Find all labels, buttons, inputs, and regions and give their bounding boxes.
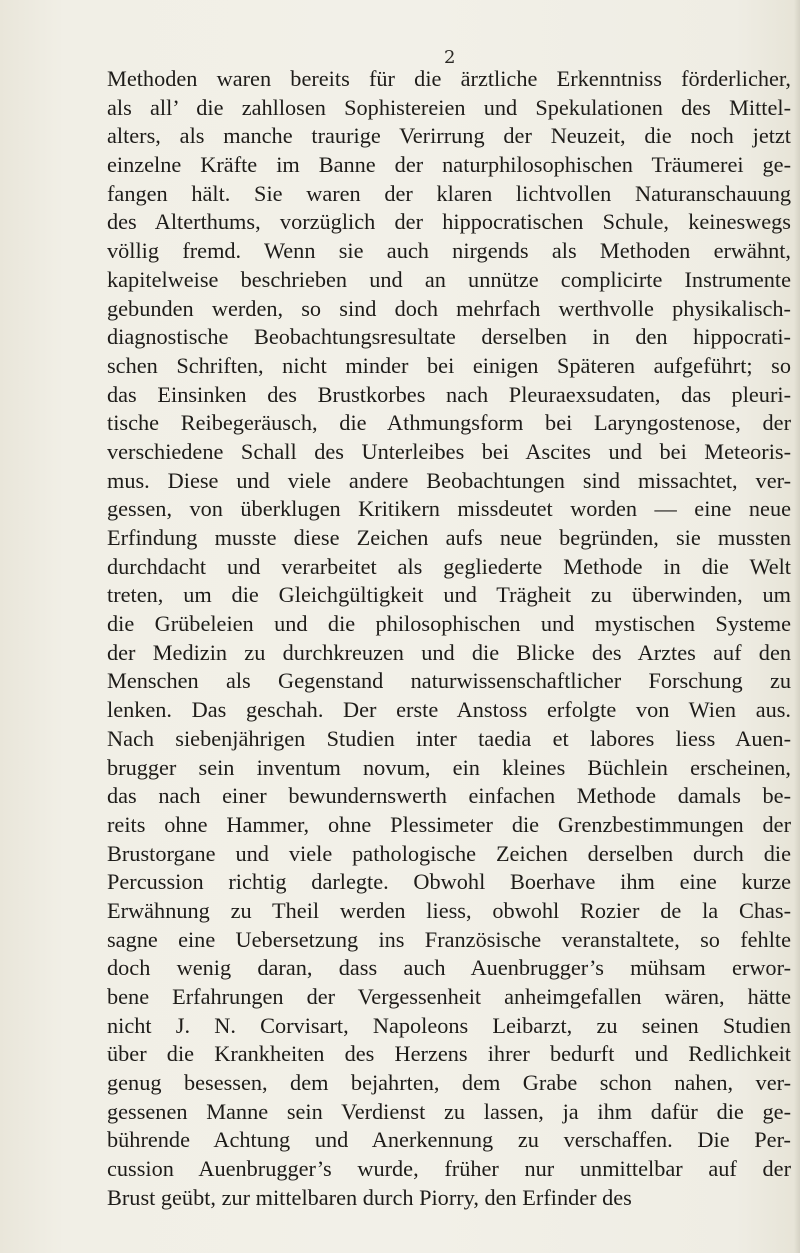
text-line: nicht J. N. Corvisart, Napoleons Leibarzt, zu seinen Studien <box>107 1012 791 1038</box>
text-line: mus. Diese und viele andere Beobachtungen sind missachtet, ver- <box>107 467 791 493</box>
text-line: doch wenig daran, dass auch Auenbrugger’s mühsam erwor- <box>107 955 791 981</box>
text-line: cussion Auenbrugger’s wurde, früher nur unmittelbar auf der <box>107 1156 791 1182</box>
text-line: bührende Achtung und Anerkennung zu verschaffen. Die Per- <box>107 1127 791 1153</box>
text-line: alters, als manche traurige Verirrung der Neuzeit, die noch jetzt <box>107 123 791 149</box>
page-edge-shadow <box>794 0 800 1253</box>
text-line: einzelne Kräfte im Banne der naturphilosophischen Träumerei ge- <box>107 152 791 178</box>
text-line: Brust geübt, zur mittelbaren durch Piorry, den Erfinder des <box>107 1184 632 1210</box>
text-line: des Alterthums, vorzüglich der hippocratischen Schule, keineswegs <box>107 209 791 235</box>
text-line: diagnostische Beobachtungsresultate derselben in den hippocrati- <box>107 324 791 350</box>
text-line: sagne eine Uebersetzung ins Französische veranstaltete, so fehlte <box>107 926 791 952</box>
text-line: lenken. Das geschah. Der erste Anstoss erfolgte von Wien aus. <box>107 697 791 723</box>
text-line: Brustorgane und viele pathologische Zeichen derselben durch die <box>107 840 791 866</box>
text-line: das nach einer bewundernswerth einfachen Methode damals be- <box>107 783 791 809</box>
text-line: tische Reibegeräusch, die Athmungsform bei Laryngostenose, der <box>107 410 791 436</box>
text-line: gessenen Manne sein Verdienst zu lassen, ja ihm dafür die ge- <box>107 1098 791 1124</box>
text-line: bene Erfahrungen der Vergessenheit anheimgefallen wären, hätte <box>107 984 791 1009</box>
text-line: durchdacht und verarbeitet als gegliederte Methode in die Welt <box>107 553 791 579</box>
text-line: Menschen als Gegenstand naturwissenschaftlicher Forschung zu <box>107 668 791 694</box>
text-line: gessen, von überklugen Kritikern missdeutet worden — eine neue <box>107 496 791 522</box>
text-line: über die Krankheiten des Herzens ihrer bedurft und Redlichkeit <box>107 1041 791 1067</box>
text-line: Percussion richtig darlegte. Obwohl Boerhave ihm eine kurze <box>107 869 791 895</box>
text-line: genug besessen, dem bejahrten, dem Grabe schon nahen, ver- <box>107 1070 791 1096</box>
text-line: Nach siebenjährigen Studien inter taedia et labores liess Auen- <box>107 725 791 751</box>
text-line: die Grübeleien und die philosophischen und mystischen Systeme <box>107 611 791 637</box>
text-line: das Einsinken des Brustkorbes nach Pleuraexsudaten, das pleuri- <box>107 381 791 407</box>
body-text <box>107 65 791 1213</box>
page-number: 2 <box>444 47 456 68</box>
text-line: völlig fremd. Wenn sie auch nirgends als Methoden erwähnt, <box>107 238 791 264</box>
text-line: als all’ die zahllosen Sophistereien und Spekulationen des Mittel- <box>107 94 791 120</box>
text-line: Methoden waren bereits für die ärztliche Erkenntniss förderlicher, <box>107 66 791 91</box>
text-line: brugger sein inventum novum, ein kleines Büchlein erscheinen, <box>107 754 791 780</box>
text-line: schen Schriften, nicht minder bei einigen Späteren aufgeführt; so <box>107 352 791 378</box>
text-line: Erwähnung zu Theil werden liess, obwohl Rozier de la Chas- <box>107 897 791 923</box>
text-line: reits ohne Hammer, ohne Plessimeter die Grenzbestimmungen der <box>107 811 791 837</box>
text-line: fangen hält. Sie waren der klaren lichtvollen Naturanschauung <box>107 180 791 206</box>
text-line: der Medizin zu durchkreuzen und die Blicke des Arztes auf den <box>107 639 791 665</box>
text-line: treten, um die Gleichgültigkeit und Trägheit zu überwinden, um <box>107 582 791 608</box>
text-line: Erfindung musste diese Zeichen aufs neue begründen, sie mussten <box>107 525 791 550</box>
text-line: kapitelweise beschrieben und an unnütze complicirte Instrumente <box>107 266 791 292</box>
text-line: gebunden werden, so sind doch mehrfach werthvolle physikalisch- <box>107 295 791 321</box>
text-line: verschiedene Schall des Unterleibes bei Ascites und bei Meteoris- <box>107 438 791 464</box>
